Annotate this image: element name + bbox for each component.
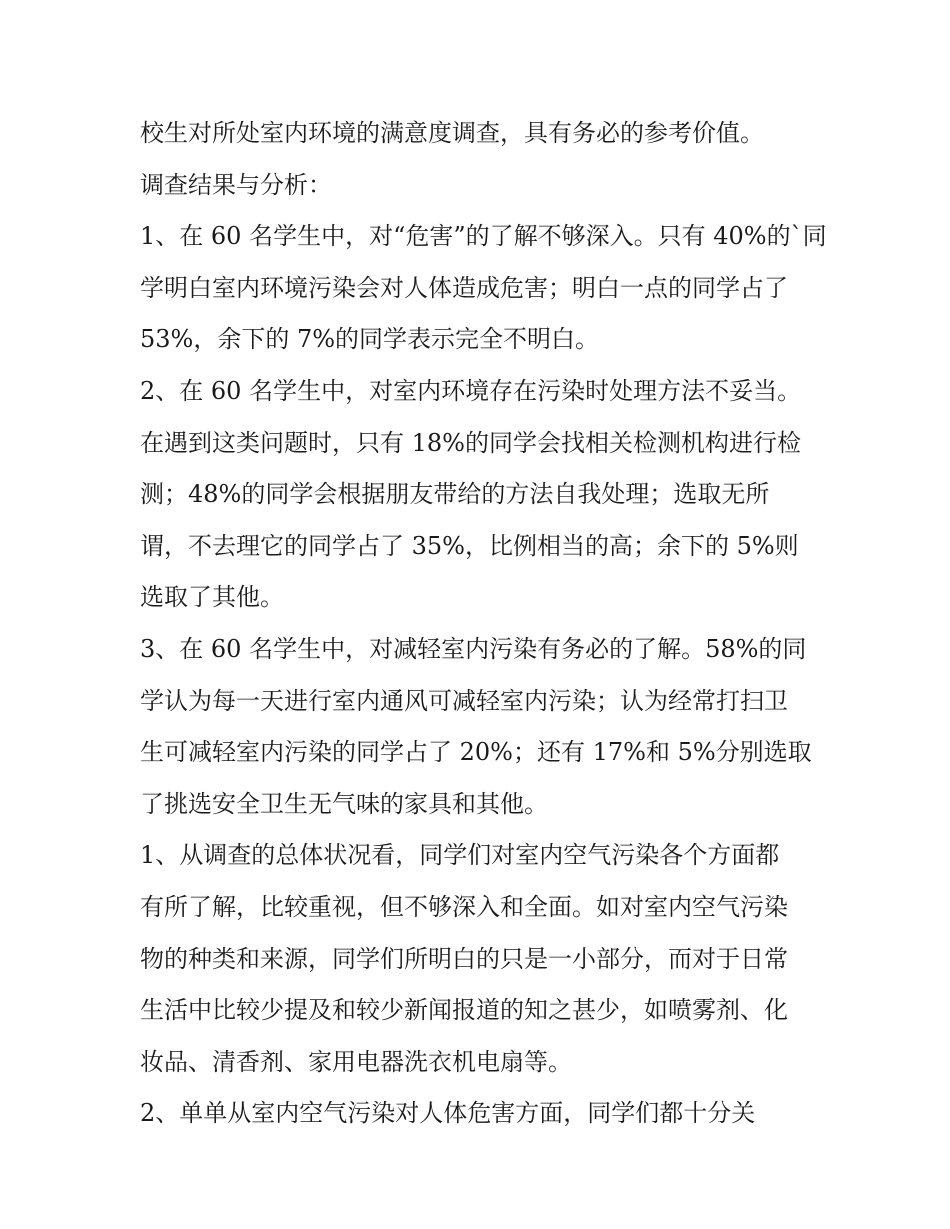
- text-line: 了挑选安全卫生无气味的家具和其他。: [140, 789, 548, 818]
- body-text: [140, 108, 827, 1140]
- text-line: 3、在 60 名学生中，对减轻室内污染有务必的了解。58%的同: [140, 634, 807, 663]
- text-line: 物的种类和来源，同学们所明白的只是一小部分，而对于日常: [140, 944, 788, 973]
- text-line: 2、单单从室内空气污染对人体危害方面，同学们都十分关: [140, 1099, 756, 1128]
- section-heading: 调查结果与分析：: [140, 170, 332, 199]
- text-line: 1、在 60 名学生中，对“危害”的了解不够深入。只有 40%的`同: [140, 222, 827, 251]
- text-line: 2、在 60 名学生中，对室内环境存在污染时处理方法不妥当。: [140, 376, 802, 405]
- text-line: 53%，余下的 7%的同学表示完全不明白。: [140, 325, 600, 354]
- text-line: 在遇到这类问题时，只有 18%的同学会找相关检测机构进行检: [140, 428, 801, 457]
- text-line: 学明白室内环境污染会对人体造成危害；明白一点的同学占了: [140, 273, 788, 302]
- text-line: 学认为每一天进行室内通风可减轻室内污染；认为经常打扫卫: [140, 686, 788, 715]
- text-line: 妆品、清香剂、家用电器洗衣机电扇等。: [140, 1047, 572, 1076]
- text-line: 测；48%的同学会根据朋友带给的方法自我处理；选取无所: [140, 480, 770, 509]
- text-line: 有所了解，比较重视，但不够深入和全面。如对室内空气污染: [140, 892, 788, 921]
- text-line: 生可减轻室内污染的同学占了 20%；还有 17%和 5%分别选取: [140, 738, 812, 767]
- text-line: 选取了其他。: [140, 583, 284, 612]
- text-line: 谓，不去理它的同学占了 35%，比例相当的高；余下的 5%则: [140, 531, 799, 560]
- text-line: 校生对所处室内环境的满意度调查，具有务必的参考价值。: [140, 119, 764, 147]
- text-line: 1、从调查的总体状况看，同学们对室内空气污染各个方面都: [140, 841, 780, 870]
- text-line: 生活中比较少提及和较少新闻报道的知之甚少，如喷雾剂、化: [140, 996, 788, 1025]
